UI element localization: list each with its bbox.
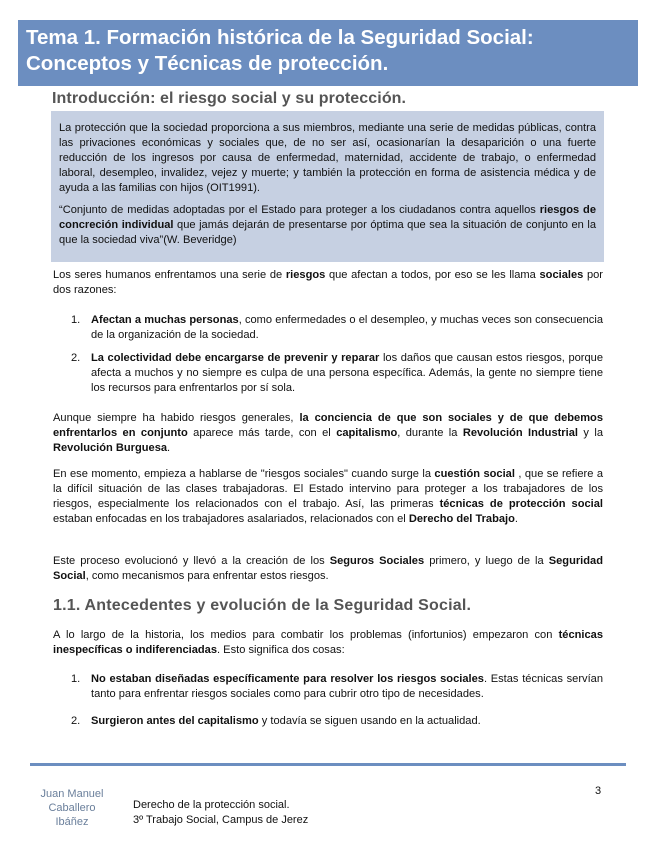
techniques-list xyxy=(71,672,603,729)
list-item: 2. Surgieron antes del capitalismo y todavía se siguen usando en la actualidad. xyxy=(71,715,481,727)
chapter-title-line-2: Conceptos y Técnicas de protección. xyxy=(26,52,389,75)
intro-heading: Introducción: el riesgo social y su protección. xyxy=(52,90,407,107)
list-item: 2. La colectividad debe encargarse de prevenir y reparar los daños que causan estos riesgos, porque afecta a muchos y no siempre es culpa de una persona específica. Además, la gente no siempre tiene los recursos para enfrentarlos por sí sola. xyxy=(71,352,604,394)
oit-definition: La protección que la sociedad proporciona a sus miembros, mediante una serie de medidas públicas, contra las privaciones económicas y sociales que, de no ser así, ocasionarían la desaparición o una fuerte reducción de los ingresos por causa de enfermedad, maternidad, accidente de trabajo, o enfermedad laboral, desempleo, invalidez, vejez y muerte; y también la protección en forma de asistencia médica y de ayuda a las familias con hijos (OIT1991). xyxy=(59,122,596,194)
footer-divider xyxy=(30,763,626,766)
chapter-title-line-1: Tema 1. Formación histórica de la Seguridad Social: xyxy=(26,26,534,49)
paragraph-cuestion-social: En ese momento, empieza a hablarse de "riesgos sociales" cuando surge la cuestión social , que se refiere a la difícil situación de las clases trabajadoras. El Estado intervino para proteger a los trabajadores de los riesgos, especialmente los relacionados con el trabajo. Así, las primeras técnicas de protección social estaban enfocadas en los trabajadores asalariados, relacionados con el Derecho del Trabajo. xyxy=(53,468,603,525)
list-item: 1. Afectan a muchas personas, como enfermedades o el desempleo, y muchas veces son consecuencia de la organización de la sociedad. xyxy=(71,314,603,341)
author-name: Juan Manuel Caballero Ibáñez xyxy=(40,788,104,828)
list-item: 1. No estaban diseñadas específicamente para resolver los riesgos sociales. Estas técnicas servían tanto para enfrentar riesgos sociales como para cubrir otro tipo de necesidades. xyxy=(71,673,603,700)
chapter-title xyxy=(18,20,638,86)
course-info: Derecho de la protección social. 3º Trabajo Social, Campus de Jerez xyxy=(133,799,309,826)
paragraph-seguros-sociales: Este proceso evolucionó y llevó a la creación de los Seguros Sociales primero, y luego de la Seguridad Social, como mecanismos para enfrentar estos riesgos. xyxy=(53,555,603,582)
beveridge-quote: “Conjunto de medidas adoptadas por el Estado para proteger a los ciudadanos contra aquellos riesgos de concreción individual que jamás dejarán de presentarse por óptima que sea la situación de conjunto en la que la sociedad viva”(W. Beveridge) xyxy=(59,204,596,246)
section-heading: 1.1. Antecedentes y evolución de la Seguridad Social. xyxy=(53,597,472,614)
paragraph-riesgos: Los seres humanos enfrentamos una serie de riesgos que afectan a todos, por eso se les llama sociales por dos razones: xyxy=(53,269,603,296)
paragraph-conciencia: Aunque siempre ha habido riesgos generales, la conciencia de que son sociales y de que debemos enfrentarlos en conjunto aparece más tarde, con el capitalismo, durante la Revolución Industrial y la Revolución Burguesa. xyxy=(53,412,604,454)
page-number: 3 xyxy=(595,785,602,797)
reasons-list xyxy=(71,313,603,396)
paragraph-antecedentes: A lo largo de la historia, los medios para combatir los problemas (infortunios) empezaron con técnicas inespecíficas o indiferenciadas. Esto significa dos cosas: xyxy=(53,629,603,656)
definition-box xyxy=(51,111,604,262)
